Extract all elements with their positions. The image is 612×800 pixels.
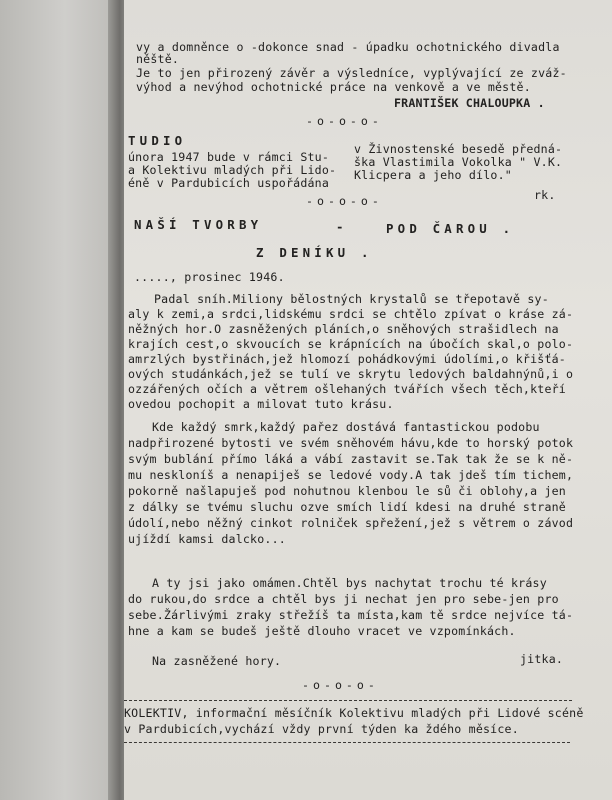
diary-line: sebe.Žárlivými zraky střežíš ta místa,kam tě srdce nejvíce tá- [128,608,574,622]
diary-signature: jitka. [520,652,564,666]
diary-line: ujíždí kamsi dalcko... [128,532,286,546]
footer-line-2: v Pardubicích,vychází vždy první týden ka ždého měsíce. [124,722,519,736]
studio-left-2: a Kolektivu mladých při Lido- [128,163,337,177]
studio-signature: rk. [534,188,556,202]
diary-line: krajích cest,o skvoucích se krápnících na úbočích skal,o polo- [128,337,574,351]
diary-line: z dálky se tvému sluchu ozve smích lidí kdesi na druhé straně [128,500,566,514]
intro-line-2: Je to jen přirozený závěr a výsledníce, vyplývající ze zváž- [136,66,567,80]
footer-line-1: KOLEKTIV, informační měsíčník Kolektivu mladých při Lidové scéně [124,706,584,720]
diary-line: ozzářených očích a větrem ošlehaných tvářích všech těch,kteří [128,382,566,396]
diary-line: do rukou,do srdce a chtěl bys ji nechat jen pro sebe-jen pro [128,592,559,606]
studio-right-3: Klicpera a jeho dílo." [354,168,512,182]
section-subheading: Z DENÍKU . [256,245,373,260]
studio-right-2: ška Vlastimila Vokolka " V.K. [354,155,563,169]
diary-line: aly k zemi,a srdci,lidskému srdci se chtělo zpívat o kráse zá- [128,307,574,321]
studio-right-1: v Živnostenské besedě předná- [354,142,563,156]
section-heading-right: POD ČAROU . [386,221,515,236]
author-name: FRANTIŠEK CHALOUPKA . [394,96,545,110]
intro-line-1: vy a domněnce o -dokonce snad - úpadku ochotnického divadla [136,40,560,54]
left-page-edge [0,0,118,800]
diary-line: svým bublání přímo láká a vábí zastavit se.Tak tak že se k ně- [128,452,574,466]
diary-line: nadpřirozené bytosti ve svém sněhovém hávu,kde to horský potok [128,436,574,450]
diary-line: pokorně našlapuješ pod nohutnou klenbou le sů či oblohy,a jen [128,484,566,498]
studio-heading: TUDIO [128,133,187,148]
section-heading-left: NAŠÍ TVORBY [134,217,263,232]
diary-line: ovedou pochopit a milovat tuto krásu. [128,397,394,411]
diary-line: údolí,nebo něžný cinkot rolniček spřežení,jež s větrem o závod [128,516,574,530]
diary-date: ....., prosinec 1946. [134,270,285,284]
diary-line: A ty jsi jako omámen.Chtěl bys nachytat trochu té krásy [152,576,547,590]
diary-line: Na zasněžené hory. [152,654,282,668]
separator-1: -o-o-o- [306,114,383,128]
separator-2: -o-o-o- [306,194,383,208]
studio-left-1: února 1947 bude v rámci Stu- [128,150,330,164]
document-page [124,0,612,800]
diary-line: hne a kam se budeš ještě dlouho vracet ve vzpomínkách. [128,624,516,638]
diary-line: mu neskloníš a nenapiješ se ledové vody.A tak jdeš tím tichem, [128,468,574,482]
intro-line-1b: něště. [136,52,180,66]
intro-line-3: výhod a nevýhod ochotnické práce na venkově a ve městě. [136,80,531,94]
footer-bottom-rule [124,742,570,743]
section-heading-dash: - [336,219,348,234]
diary-line: Kde každý smrk,každý pařez dostává fantastickou podobu [152,420,540,434]
diary-line: Padal sníh.Miliony bělostných krystalů se třepotavě sy- [154,292,549,306]
studio-left-3: éně v Pardubicích uspořádána [128,176,330,190]
separator-3: -o-o-o- [302,678,379,692]
diary-line: amrzlých bystřinách,jež hlomozí pohádkovými údolími,o křišťá- [128,352,566,366]
footer-top-rule [124,700,572,701]
diary-line: něžných hor.O zasněžených pláních,o sněhových strašidlech na [128,322,559,336]
diary-line: ových studánkách,jež se tulí ve skrytu ledových baldahnýnů,i o [128,367,574,381]
